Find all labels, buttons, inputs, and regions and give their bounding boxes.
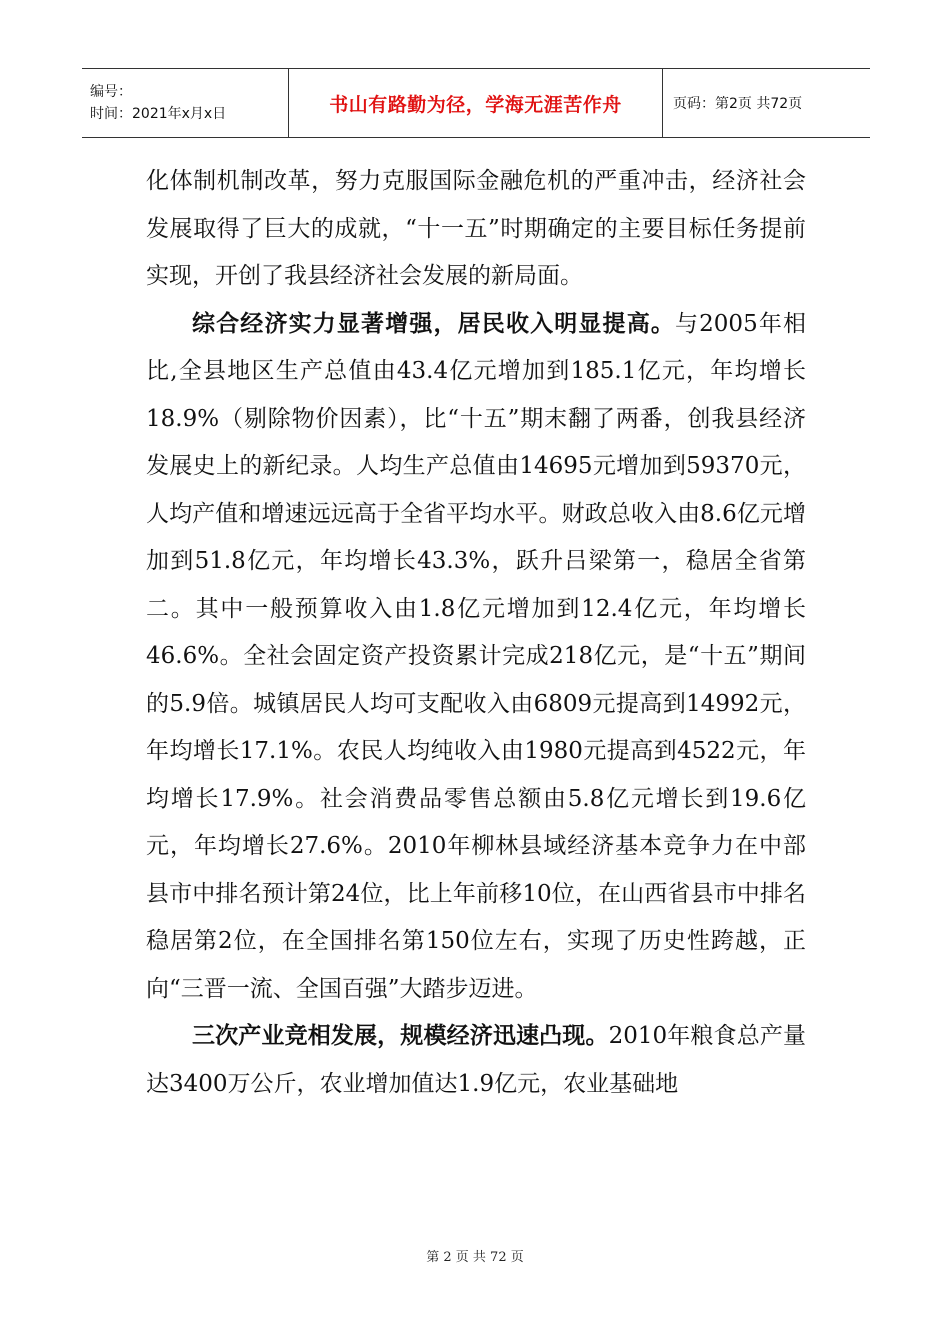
paragraph-heading: 综合经济实力显著增强，居民收入明显提高。: [192, 310, 676, 337]
document-body: [146, 158, 806, 1108]
footer-page-number: 第 2 页 共 72 页: [426, 1250, 524, 1265]
page-footer: [0, 1246, 950, 1265]
header-meta: [82, 69, 289, 137]
page-header: [82, 68, 870, 138]
header-page-info: [663, 69, 870, 137]
motto-text: 书山有路勤为径，学海无涯苦作舟: [329, 93, 622, 116]
paragraph-text: 化体制机制改革，努力克服国际金融危机的严重冲击，经济社会发展取得了巨大的成就，“十一五”时期确定的主要目标任务提前实现，开创了我县经济社会发展的新局面。: [146, 168, 806, 289]
paragraph-industry: [146, 1013, 806, 1108]
paragraph-heading: 三次产业竞相发展，规模经济迅速凸现。: [192, 1023, 609, 1049]
header-motto: [289, 69, 663, 137]
paragraph-text: 与2005年相比,全县地区生产总值由43.4亿元增加到185.1亿元，年均增长18.9%（剔除物价因素），比“十五”期末翻了两番，创我县经济发展史上的新纪录。人均生产总值由14695元增加到59370元，人均产值和增速远远高于全省平均水平。财政总收入由8.6亿元增加到51.8亿元，年均增长43.3%，跃升吕梁第一，稳居全省第二。其中一般预算收入由1.8亿元增加到12.4亿元，年均增长46.6%。全社会固定资产投资累计完成218亿元，是“十五”期间的5.9倍。城镇居民人均可支配收入由6809元提高到14992元，年均增长17.1%。农民人均纯收入由1980元提高到4522元，年均增长17.9%。社会消费品零售总额由5.8亿元增长到19.6亿元，年均增长27.6%。2010年柳林县域经济基本竞争力在中部县市中排名预计第24位，比上年前移10位，在山西省县市中排名稳居第2位，在全国排名第150位左右，实现了历史性跨越，正向“三晋一流、全国百强”大踏步迈进。: [146, 310, 806, 1002]
paragraph-economy: [146, 301, 806, 1014]
paragraph-text: 2010年粮食总产量达3400万公斤，农业增加值达1.9亿元，农业基础地: [146, 1023, 806, 1097]
paragraph-continuation: [146, 158, 806, 301]
page-info-text: 页码：第2页 共72页: [673, 96, 803, 112]
document-number-label: 编号：: [90, 84, 132, 100]
document-time-label: 时间：2021年x月x日: [90, 106, 227, 122]
